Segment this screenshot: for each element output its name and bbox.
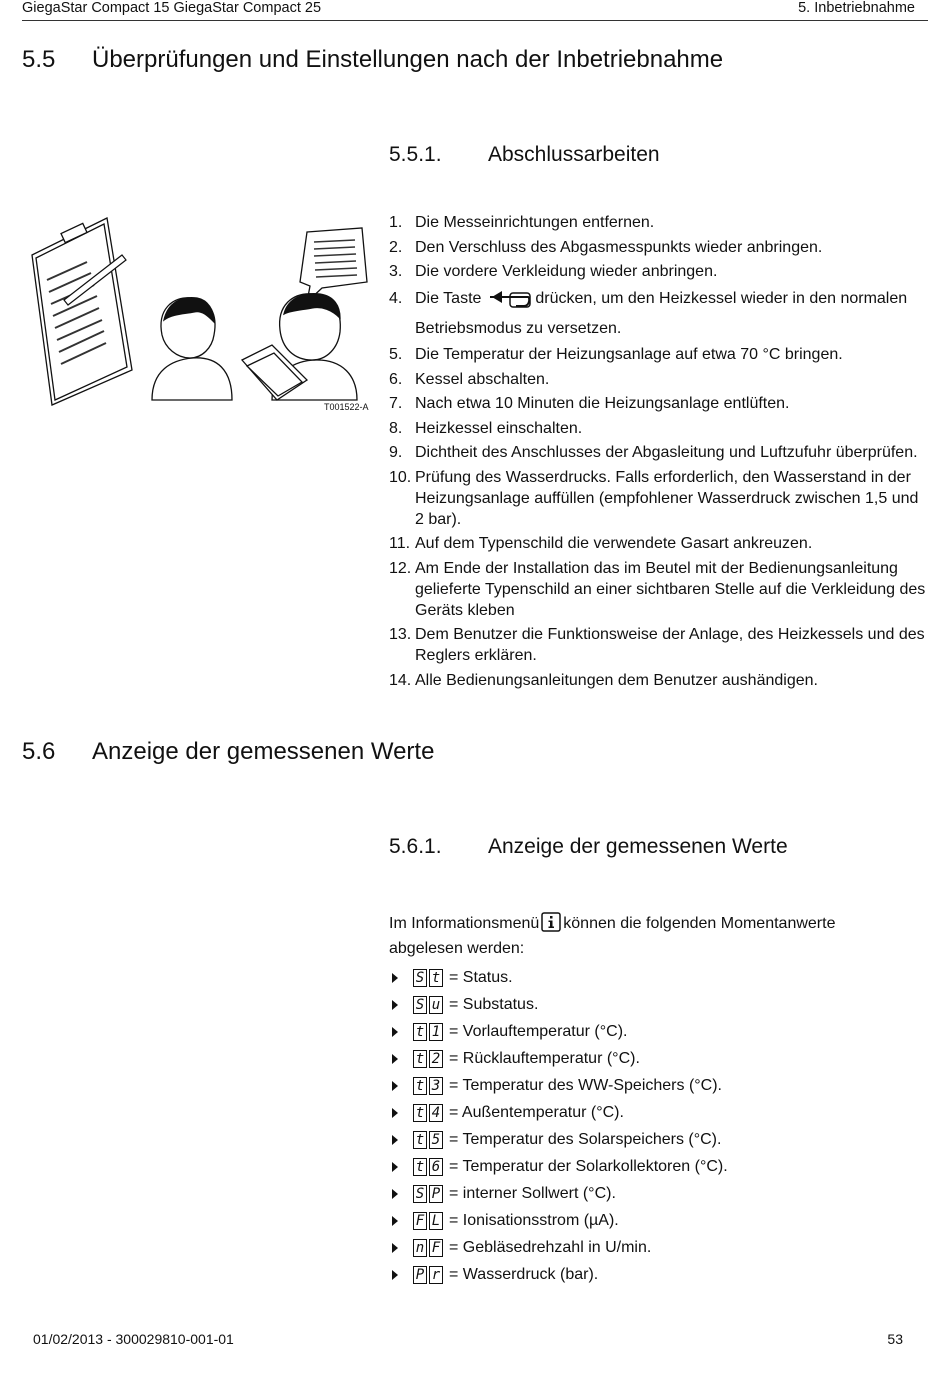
bullet-arrow-icon — [392, 973, 398, 983]
bullet-arrow-icon — [392, 1162, 398, 1172]
display-digit: S — [413, 1185, 427, 1203]
section-5-6-heading — [22, 738, 922, 768]
list-item: S u = Substatus. — [392, 991, 728, 1018]
display-digit: P — [413, 1266, 427, 1284]
list-item: 13. Dem Benutzer die Funktionsweise der Anlage, des Heizkessels und des Reglers erklären. — [389, 626, 925, 664]
subsection-number: 5.6.1. — [389, 835, 442, 858]
bullet-arrow-icon — [392, 1081, 398, 1091]
bullet-arrow-icon — [392, 1108, 398, 1118]
display-digit: t — [413, 1104, 427, 1122]
display-digit: u — [429, 996, 443, 1014]
list-item: 3. Die vordere Verkleidung wieder anbringen. — [389, 263, 718, 280]
section-title: Anzeige der gemessenen Werte — [92, 738, 435, 765]
subsection-number: 5.5.1. — [389, 143, 442, 166]
bullet-arrow-icon — [392, 1135, 398, 1145]
display-digit: P — [429, 1185, 443, 1203]
display-digit: t — [413, 1077, 427, 1095]
display-digit: F — [429, 1239, 443, 1257]
display-digit: t — [413, 1050, 427, 1068]
return-key-icon — [486, 288, 532, 316]
display-digit: 2 — [429, 1050, 443, 1068]
list-item: 11. Auf dem Typenschild die verwendete Gasart ankreuzen. — [389, 535, 813, 552]
header-divider — [22, 20, 928, 21]
bullet-arrow-icon — [392, 1027, 398, 1037]
list-item: t 2 = Rücklauftemperatur (°C). — [392, 1045, 728, 1072]
header-left: GiegaStar Compact 15 GiegaStar Compact 25 — [22, 0, 322, 16]
list-item: 4. Die Taste drücken, um den Heizkessel wieder in den normalen Betriebsmodus zu versetzen. — [389, 289, 908, 337]
bullet-arrow-icon — [392, 1000, 398, 1010]
list-item: S P = interner Sollwert (°C). — [392, 1180, 728, 1207]
list-item: 5. Die Temperatur der Heizungsanlage auf etwa 70 °C bringen. — [389, 346, 843, 363]
list-item: 8. Heizkessel einschalten. — [389, 419, 583, 437]
commissioning-illustration — [22, 210, 372, 420]
display-digit: 5 — [429, 1131, 443, 1149]
section-number: 5.5 — [22, 46, 56, 73]
subsection-5-6-1-heading — [389, 835, 929, 861]
list-item: F L = Ionisationsstrom (µA). — [392, 1207, 728, 1234]
display-digit: t — [413, 1158, 427, 1176]
list-item: t 5 = Temperatur des Solarspeichers (°C). — [392, 1126, 728, 1153]
bullet-arrow-icon — [392, 1216, 398, 1226]
list-item: 2. Den Verschluss des Abgasmesspunkts wieder anbringen. — [389, 238, 823, 256]
display-digit: 1 — [429, 1023, 443, 1041]
display-digit: 6 — [429, 1158, 443, 1176]
list-item: 9. Dichtheit des Anschlusses der Abgasleitung und Luftzufuhr überprüfen. — [389, 444, 918, 461]
bullet-arrow-icon — [392, 1054, 398, 1064]
list-item: t 4 = Außentemperatur (°C). — [392, 1099, 728, 1126]
intro-paragraph: Im Informationsmenü können die folgenden Momentanwerte abgelesen werden: — [389, 912, 909, 959]
final-work-steps — [389, 212, 929, 694]
bullet-arrow-icon — [392, 1270, 398, 1280]
list-item: 14. Alle Bedienungsanleitungen dem Benutzer aushändigen. — [389, 671, 818, 689]
measured-values-list — [392, 964, 728, 1288]
list-item: P r = Wasserdruck (bar). — [392, 1261, 728, 1288]
footer-document-id: 01/02/2013 - 300029810-001-01 — [33, 1331, 234, 1347]
list-item: 12. Am Ende der Installation das im Beutel mit der Bedienungsanleitung gelieferte Typenschild an einer sichtbaren Stelle auf die Verkleidung des Geräts kleben — [389, 559, 926, 619]
section-title: Überprüfungen und Einstellungen nach der Inbetriebnahme — [92, 46, 724, 73]
list-item: t 1 = Vorlauftemperatur (°C). — [392, 1018, 728, 1045]
list-item: n F = Gebläsedrehzahl in U/min. — [392, 1234, 728, 1261]
info-icon — [541, 912, 561, 938]
section-number: 5.6 — [22, 738, 56, 765]
illustration-svg — [22, 210, 372, 420]
page-number: 53 — [887, 1331, 903, 1347]
subsection-title: Anzeige der gemessenen Werte — [488, 835, 788, 858]
subsection-title: Abschlussarbeiten — [488, 143, 660, 166]
list-item: t 3 = Temperatur des WW-Speichers (°C). — [392, 1072, 728, 1099]
display-digit: L — [429, 1212, 443, 1230]
subsection-5-5-1-heading — [389, 143, 929, 169]
section-5-5-heading — [22, 46, 922, 76]
display-digit: F — [413, 1212, 427, 1230]
display-digit: t — [413, 1023, 427, 1041]
list-item: 1. Die Messeinrichtungen entfernen. — [389, 214, 655, 231]
display-digit: 3 — [429, 1077, 443, 1095]
display-digit: S — [413, 969, 427, 987]
list-item: 6. Kessel abschalten. — [389, 370, 550, 388]
display-digit: n — [413, 1239, 427, 1257]
list-item: 10. Prüfung des Wasserdrucks. Falls erforderlich, den Wasserstand in der Heizungsanlage auffüllen (empfohlener Wasserdruck zwischen 1,5 und 2 bar). — [389, 468, 919, 528]
display-digit: r — [429, 1266, 443, 1284]
display-digit: t — [413, 1131, 427, 1149]
figure-id: T001522-A — [324, 402, 369, 412]
list-item: 7. Nach etwa 10 Minuten die Heizungsanlage entlüften. — [389, 395, 790, 412]
bullet-arrow-icon — [392, 1243, 398, 1253]
header-right: 5. Inbetriebnahme — [798, 0, 915, 16]
list-item: t 6 = Temperatur der Solarkollektoren (°C). — [392, 1153, 728, 1180]
display-digit: 4 — [429, 1104, 443, 1122]
list-item: S t = Status. — [392, 964, 728, 991]
bullet-arrow-icon — [392, 1189, 398, 1199]
display-digit: S — [413, 996, 427, 1014]
display-digit: t — [429, 969, 443, 987]
